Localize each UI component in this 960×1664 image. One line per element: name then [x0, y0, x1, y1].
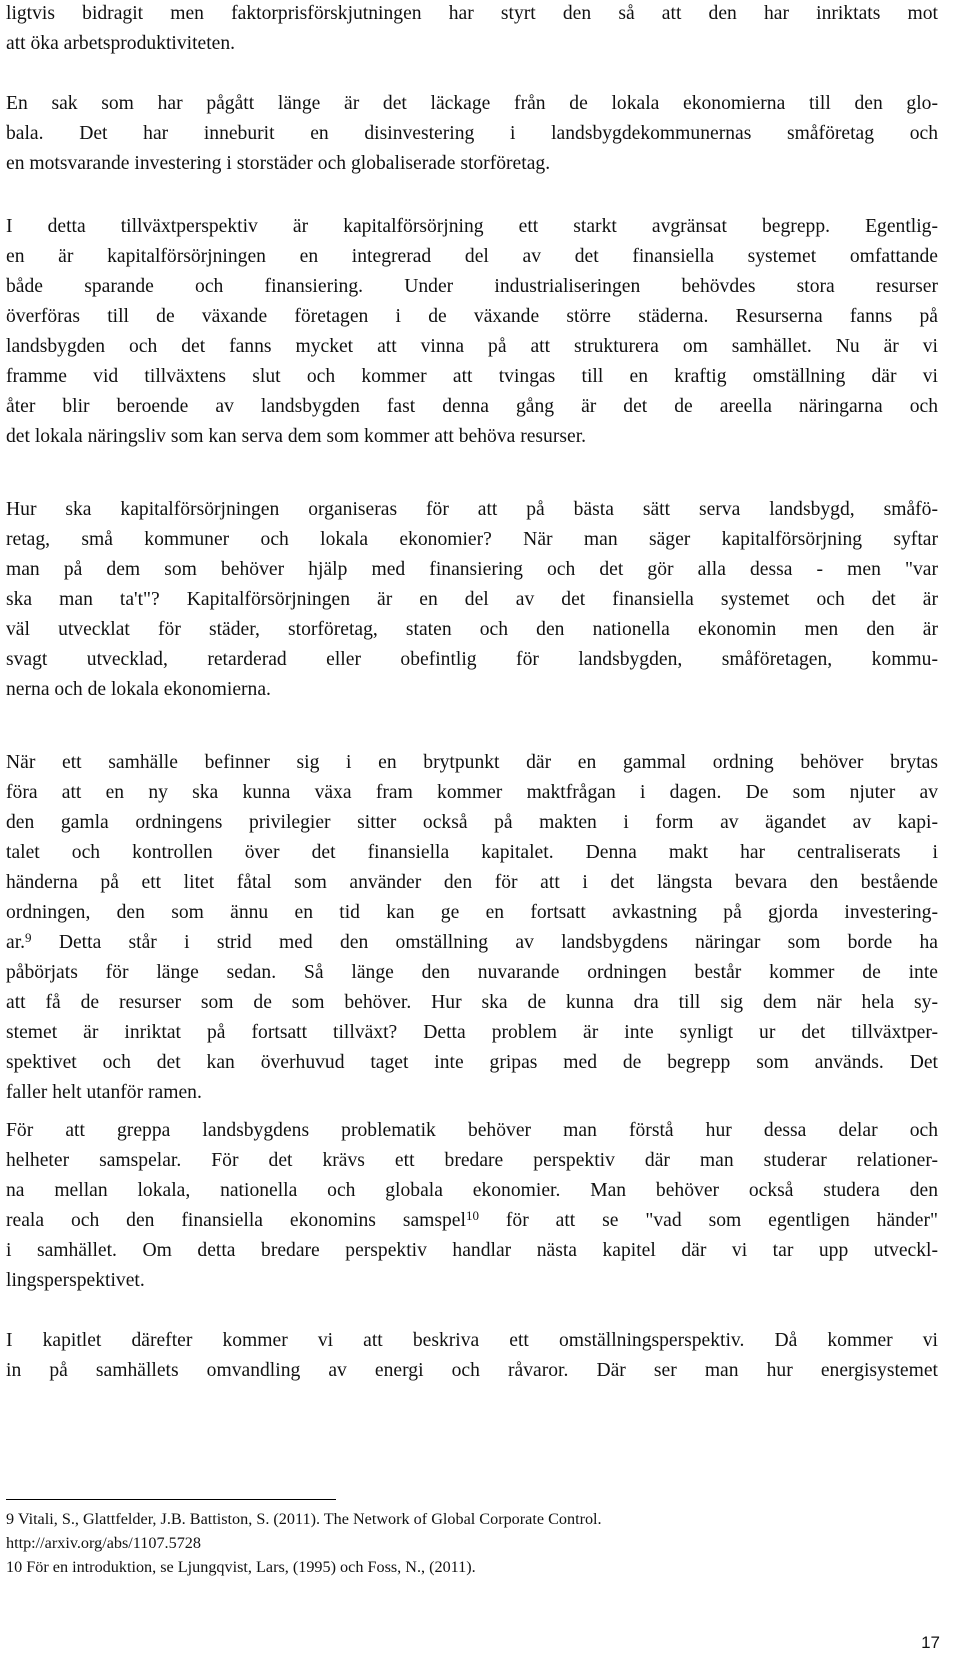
text-line: in på samhällets omvandling av energi och råvaror. Där ser man hur energisystemet — [6, 1360, 938, 1381]
text-line: både sparande och finansiering. Under industrialiseringen behövdes stora resurser — [6, 276, 938, 297]
text-line: lingsperspektivet. — [6, 1270, 145, 1291]
paragraph-1 — [6, 0, 938, 59]
text-line: talet och kontrollen över det finansiella kapitalet. Denna makt har centraliserats i — [6, 842, 938, 863]
text-fragment: ar. — [6, 932, 26, 953]
text-line: na mellan lokala, nationella och globala ekonomier. Man behöver också studera den — [6, 1180, 938, 1201]
footnote-9: 9 Vitali, S., Glattfelder, J.B. Battiston, S. (2011). The Network of Global Corporate Control. — [6, 1510, 602, 1528]
text-line: en är kapitalförsörjningen en integrerad del av det finansiella systemet omfattande — [6, 246, 938, 267]
footnote-reference-10[interactable]: 10 — [465, 1208, 479, 1223]
text-line — [6, 928, 938, 958]
footnote-link[interactable]: http://arxiv.org/abs/1107.5728 — [6, 1534, 201, 1552]
text-line: att öka arbetsproduktiviteten. — [6, 33, 236, 54]
text-line: framme vid tillväxtens slut och kommer att tvingas till en kraftig omställning där vi — [6, 366, 938, 387]
text-line: stemet är inriktat på fortsatt tillväxt? Detta problem är inte synligt ur det tillväxtper- — [6, 1022, 938, 1043]
text-fragment: för att se "vad som egentligen händer" — [478, 1210, 938, 1231]
text-line: En sak som har pågått länge är det läckage från de lokala ekonomierna till den glo- — [6, 93, 938, 114]
text-line: ligtvis bidragit men faktorprisförskjutningen har styrt den så att den har inriktats mot — [6, 3, 938, 24]
paragraph-5 — [6, 748, 938, 1108]
paragraph-6 — [6, 1116, 938, 1296]
text-line: I kapitlet därefter kommer vi att beskriva ett omställningsperspektiv. Då kommer vi — [6, 1330, 938, 1351]
text-line: åter blir beroende av landsbygden fast denna gång är det de areella näringarna och — [6, 396, 938, 417]
footnote-divider — [6, 1499, 336, 1500]
text-line: Hur ska kapitalförsörjningen organiseras för att på bästa sätt serva landsbygd, småfö- — [6, 499, 938, 520]
text-line: ordningen, den som ännu en tid kan ge en fortsatt avkastning på gjorda investering- — [6, 902, 938, 923]
text-fragment: Detta står i strid med den omställning av landsbygdens näringar som borde ha — [31, 932, 938, 953]
text-line: en motsvarande investering i storstäder och globaliserade storföretag. — [6, 153, 551, 174]
footnote-reference-9[interactable]: 9 — [25, 930, 32, 945]
paragraph-3 — [6, 212, 938, 452]
text-line: spektivet och det kan överhuvud taget inte gripas med de begrepp som används. Det — [6, 1052, 938, 1073]
text-line: man på dem som behöver hjälp med finansiering och det gör alla dessa - men "var — [6, 559, 938, 580]
page-number: 17 — [921, 1633, 940, 1652]
text-line: händerna på ett litet fåtal som använder den för att i det längsta bevara den bestående — [6, 872, 938, 893]
text-line: När ett samhälle befinner sig i en brytpunkt där en gammal ordning behöver brytas — [6, 752, 938, 773]
text-line: svagt utvecklad, retarderad eller obefintlig för landsbygden, småföretagen, kommu- — [6, 649, 938, 670]
text-line: helheter samspelar. För det krävs ett bredare perspektiv där man studerar relationer- — [6, 1150, 938, 1171]
text-line: föra att en ny ska kunna växa fram kommer maktfrågan i dagen. De som njuter av — [6, 782, 938, 803]
paragraph-2 — [6, 89, 938, 179]
text-line: landsbygden och det fanns mycket att vinna på att strukturera om samhället. Nu är vi — [6, 336, 938, 357]
text-line: nerna och de lokala ekonomierna. — [6, 679, 271, 700]
text-fragment: reala och den finansiella ekonomins samspel — [6, 1210, 466, 1231]
paragraph-7 — [6, 1326, 938, 1386]
text-line — [6, 1206, 938, 1236]
text-line: att få de resurser som de som behöver. Hur ska de kunna dra till sig dem när hela sy- — [6, 992, 938, 1013]
text-line: det lokala näringsliv som kan serva dem som kommer att behöva resurser. — [6, 426, 587, 447]
text-line: bala. Det har inneburit en disinvestering i landsbygdekommunernas småföretag och — [6, 123, 938, 144]
text-line: retag, små kommuner och lokala ekonomier? När man säger kapitalförsörjning syftar — [6, 529, 938, 550]
text-line: påbörjats för länge sedan. Så länge den nuvarande ordningen består kommer de inte — [6, 962, 938, 983]
text-line: väl utvecklat för städer, storföretag, staten och den nationella ekonomin men den är — [6, 619, 938, 640]
text-line: I detta tillväxtperspektiv är kapitalförsörjning ett starkt avgränsat begrepp. Egentlig- — [6, 216, 938, 237]
text-line: För att greppa landsbygdens problematik behöver man förstå hur dessa delar och — [6, 1120, 938, 1141]
text-line: överföras till de växande företagen i de växande större städerna. Resurserna fanns på — [6, 306, 938, 327]
text-line: faller helt utanför ramen. — [6, 1082, 202, 1103]
footnotes — [6, 1507, 938, 1579]
text-line: den gamla ordningens privilegier sitter också på makten i form av ägandet av kapi- — [6, 812, 938, 833]
text-line: ska man ta't"? Kapitalförsörjningen är en del av det finansiella systemet och det är — [6, 589, 938, 610]
footnote-10: 10 För en introduktion, se Ljungqvist, Lars, (1995) och Foss, N., (2011). — [6, 1558, 476, 1576]
text-line: i samhället. Om detta bredare perspektiv handlar nästa kapitel där vi tar upp utveckl- — [6, 1240, 938, 1261]
paragraph-4 — [6, 495, 938, 705]
